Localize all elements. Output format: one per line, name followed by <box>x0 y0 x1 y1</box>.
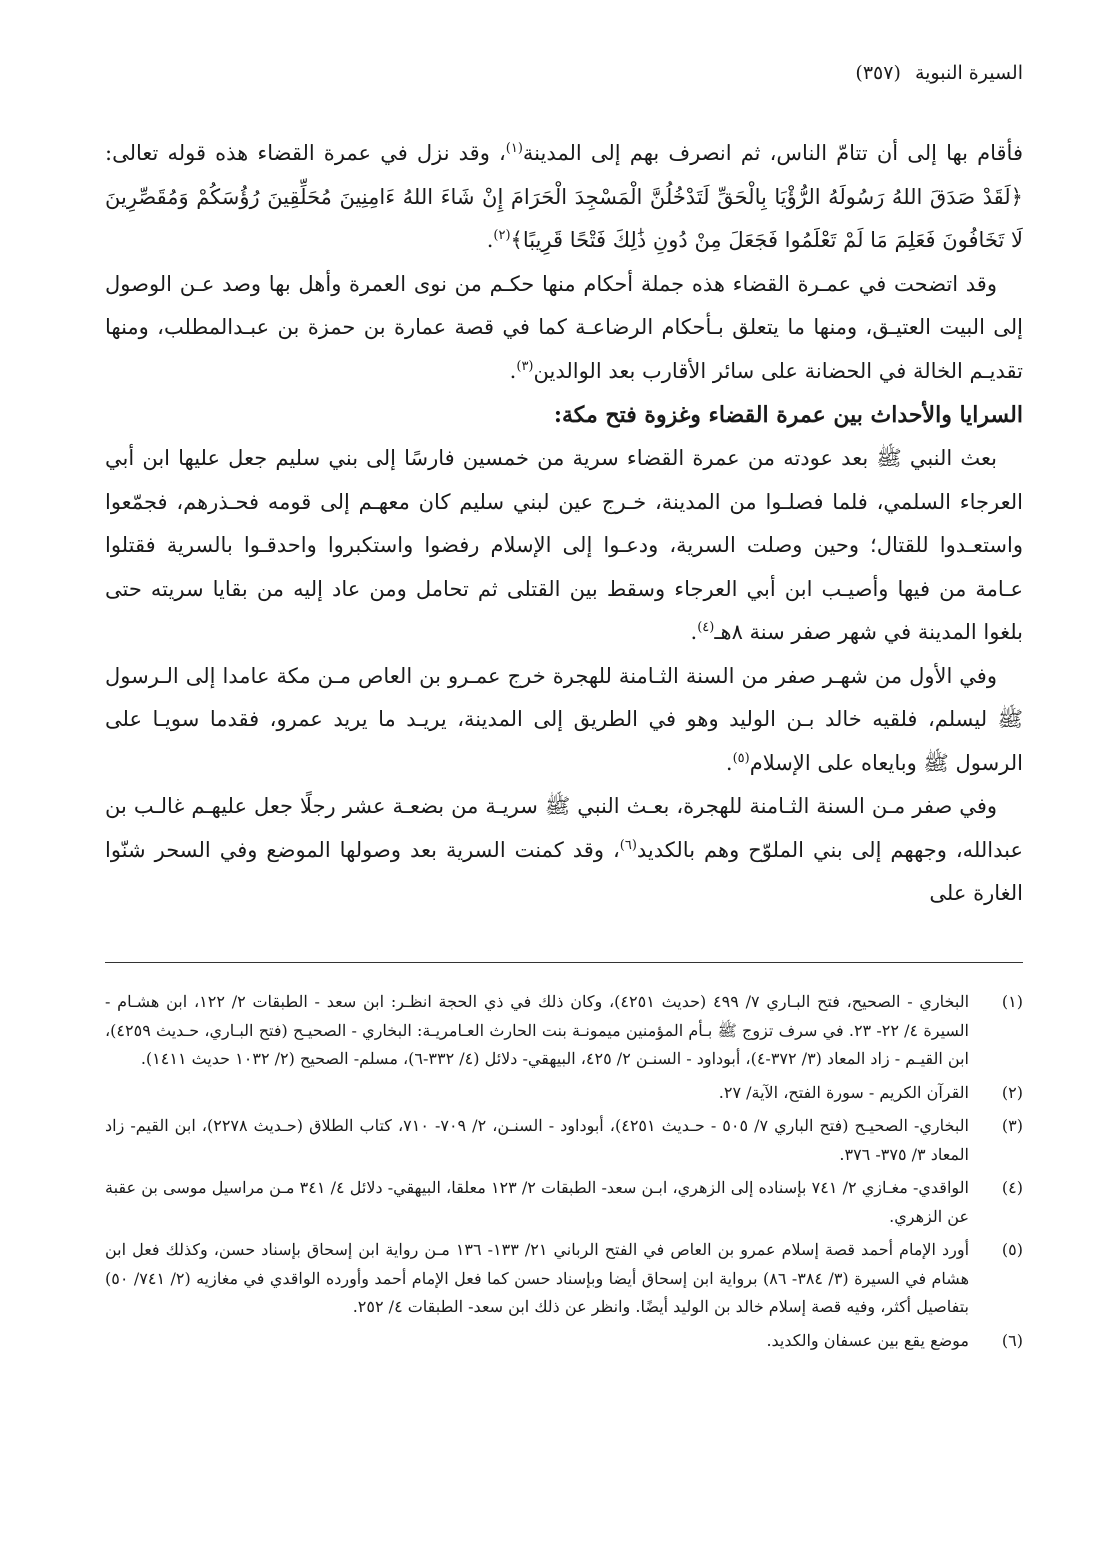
footnote <box>105 1327 1023 1356</box>
footnote <box>105 1236 1023 1322</box>
footnote <box>105 1079 1023 1108</box>
footnote-ref-2: (٢) <box>493 228 511 243</box>
footnote-number: (٥) <box>1001 1240 1023 1259</box>
footnote-ref-1: (١) <box>505 141 523 156</box>
footnote-ref-5: (٥) <box>732 750 750 766</box>
paragraph-1-end: . <box>486 228 494 252</box>
footnote-number: (٦) <box>1001 1330 1023 1350</box>
quran-verse: ، وقد نزل في عمرة القضاء هذه قوله تعالى: ﴿لَقَدْ صَدَقَ اللهُ رَسُولَهُ الرُّؤْيَا بِالْحَقِّ لَتَدْخُلُنَّ الْمَسْجِدَ الْحَرَامَ إِنْ شَاءَ اللهُ ءَامِنِينَ مُحَلِّقِينَ رُؤُسَكُمْ وَمُقَصِّرِينَ لَا تَخَافُونَ فَعَلِمَ مَا لَمْ تَعْلَمُوا فَجَعَلَ مِنْ دُونِ ذَٰلِكَ فَتْحًا قَرِيبًا﴾ <box>105 141 1023 252</box>
paragraph-5 <box>105 785 1023 916</box>
paragraph-3-end: . <box>690 620 698 644</box>
paragraph-3 <box>105 437 1023 655</box>
paragraph-1 <box>105 132 1023 263</box>
footnote <box>105 988 1023 1074</box>
paragraph-5-text: وفي صفر مـن السنة الثـامنة للهجرة، بعـث النبي ﷺ سريـة من بضعـة عشر رجلًا جعل عليهـم غالـب بن عبدالله، وجههم إلى بني الملوّح وهم بالكديد <box>105 794 1024 862</box>
page-number: (٣٥٧) <box>855 62 901 84</box>
paragraph-5-end: ، وقد كمنت السرية بعد وصولها الموضع وفي السحر شنّوا الغارة على <box>105 837 1023 905</box>
footnote-text: الواقدي- مغـازي ٢/ ٧٤١ بإسناده إلى الزهري، ابـن سعد- الطبقات ٢/ ١٢٣ معلقا، البيهقي- دلائل ٤/ ٣٤١ مـن مراسيل موسى بن عقبة عن الزهري. <box>105 1178 969 1226</box>
footnote-number: (١) <box>1001 992 1023 1011</box>
paragraph-2-end: . <box>509 358 517 383</box>
paragraph-3-text: بعث النبي ﷺ بعد عودته من عمرة القضاء سرية من خمسين فارسًا إلى بني سليم جعل عليها ابن أبي العرجاء السلمي، فلما فصلـوا من المدينة، خـرج عين لبني سليم كان معهـم إلى قومه فحـذرهم، فجمّعوا واستعـدوا للقتال؛ وحين وصلت السرية، ودعـوا إلى الإسلام رفضوا واستكبروا واحدقـوا بالسرية فقتلوا عـامة من فيها وأصيـب ابن أبي العرجاء وسقط بين القتلى ثم تحامل ومن عاد إليه من بقايا سريته حتى بلغوا المدينة في شهر صفر سنة ٨هـ <box>105 446 1023 644</box>
paragraph-2 <box>105 263 1023 394</box>
running-header <box>855 58 1023 88</box>
paragraph-4-end: . <box>725 750 733 775</box>
footnote-text: القرآن الكريم - سورة الفتح، الآية/ ٢٧. <box>718 1082 969 1102</box>
footnote <box>105 1174 1023 1231</box>
footnote-divider <box>105 962 1023 963</box>
footnote-text: أورد الإمام أحمد قصة إسلام عمرو بن العاص في الفتح الرباني ٢١/ ١٣٣- ١٣٦ مـن رواية ابن إسحاق بإسناد حسن، وكذلك فعل ابن هشام في السيرة (٣/ ٣٨٤- ٨٦) برواية ابن إسحاق أيضا وبإسناد حسن كما فعل الإمام أحمد وأورده الواقدي في مغازيه (٢/ ٧٤١/ ٥٠) بتفاصيل أكثر، وفيه قصة إسلام خالد بن الوليد أيضًا. وانظر عن ذلك ابن سعد- الطبقات ٤/ ٢٥٢. <box>105 1240 970 1316</box>
footnote-ref-3: (٣) <box>516 358 534 374</box>
paragraph-4-text: وفي الأول من شهـر صفر من السنة الثـامنة للهجرة خرج عمـرو بن العاص مـن مكة عامدا إلى الـرسول ﷺ ليسلم، فلقيه خالد بـن الوليد وهو في الطريق إلى المدينة، يريـد ما يريد عمرو، فقدما سويـا على الرسول ﷺ وبايعاه على الإسلام <box>105 663 1023 775</box>
main-text <box>105 132 1023 916</box>
paragraph-1-text: فأقام بها إلى أن تتامّ الناس، ثم انصرف بهم إلى المدينة <box>522 141 1023 165</box>
footnote-ref-4: (٤) <box>697 620 715 635</box>
footnote-ref-6: (٦) <box>619 837 637 853</box>
footnote-number: (٢) <box>1001 1082 1023 1102</box>
paragraph-4 <box>105 655 1023 786</box>
section-heading: السرايا والأحداث بين عمرة القضاء وغزوة فتح مكة: <box>553 402 1023 428</box>
paragraph-2-text: وقد اتضحت في عمـرة القضاء هذه جملة أحكام منها حكـم من نوى العمرة وأهل بها وصد عـن الوصول إلى البيت العتيـق، ومنها ما يتعلق بـأحكام الرضاعـة كما في قصة عمارة بن حمزة بن عبـدالمطلب، ومنها تقديـم الخالة في الحضانة على سائر الأقارب بعد الوالدين <box>105 271 1023 383</box>
footnote-text: البخاري - الصحيح، فتح البـاري ٧/ ٤٩٩ (حديث ٤٢٥١)، وكان ذلك في ذي الحجة انظـر: ابن سعد - الطبقات ٢/ ١٢٢، ابن هشـام - السيرة ٤/ ٢٢- ٢٣. في سرف تزوج ﷺ بـأم المؤمنين ميمونـة بنت الحارث العـامريـة: البخاري - الصحيـح (فتح البـاري، حـديث ٤٢٥٩)، ابن القيـم - زاد المعاد (٣/ ٣٧٢-٤)، أبوداود - السنـن ٢/ ٤٢٥، البيهقي- دلائل (٤/ ٣٣٢-٦)، مسلم- الصحيح (٢/ ١٠٣٢ حديث ١٤١١). <box>105 992 970 1068</box>
footnotes <box>105 988 1023 1360</box>
footnote-text: البخاري- الصحيـح (فتح الباري ٧/ ٥٠٥ - حـديث ٤٢٥١)، أبوداود - السنـن، ٢/ ٧٠٩- ٧١٠، كتاب الطلاق (حـديث ٢٢٧٨)، ابن القيم- زاد المعاد ٣/ ٣٧٥- ٣٧٦. <box>105 1116 969 1164</box>
footnote-text: موضع يقع بين عسفان والكديد. <box>766 1330 969 1350</box>
footnote <box>105 1112 1023 1169</box>
footnote-number: (٤) <box>1001 1178 1023 1197</box>
footnote-number: (٣) <box>1001 1116 1023 1135</box>
book-title: السيرة النبوية <box>914 62 1023 84</box>
